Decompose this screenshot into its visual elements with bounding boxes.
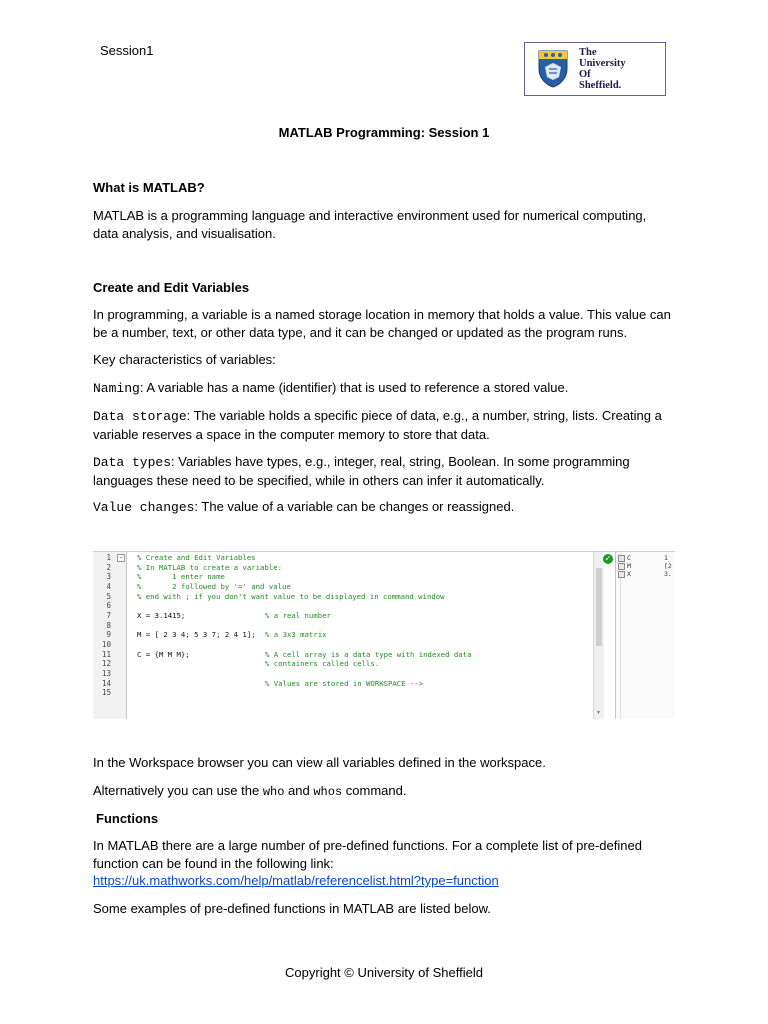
desc-data-storage: : The variable holds a specific piece of data, e.g., a number, string, lists. Creating a variable reserves a space in the computer memory to store that data. xyxy=(93,408,662,442)
header-session-label: Session1 xyxy=(100,43,154,58)
code-line[interactable]: % end with ; if you don't want value to be displayed in command window xyxy=(137,592,445,601)
code-comment: % a 3x3 matrix xyxy=(265,630,327,639)
workspace-var-name: X xyxy=(627,570,631,578)
logo-line-1: The xyxy=(579,47,597,58)
line-number-gutter xyxy=(93,552,127,719)
scalar-icon xyxy=(618,571,625,578)
whos-command: whos xyxy=(313,785,343,799)
page-title: MATLAB Programming: Session 1 xyxy=(278,125,490,140)
matlab-editor-screenshot xyxy=(93,551,675,719)
cell-array-icon xyxy=(618,555,625,562)
workspace-var-value: 1 xyxy=(664,554,668,562)
code-line[interactable]: C = {M M M}; xyxy=(137,650,190,659)
line-number: 1 xyxy=(106,553,111,562)
workspace-var-name: C xyxy=(627,554,631,562)
code-line[interactable]: X = 3.1415; xyxy=(137,611,186,620)
who-command: who xyxy=(262,785,285,799)
line-number: 3 xyxy=(106,572,111,581)
scroll-down-arrow-icon[interactable]: ▼ xyxy=(596,710,601,716)
code-comment: % a real number xyxy=(265,611,331,620)
paragraph-what-is-matlab: MATLAB is a programming language and interactive environment used for numerical computing, data analysis, and visualisation. xyxy=(93,208,647,241)
code-line[interactable]: % Create and Edit Variables xyxy=(137,553,256,562)
line-number: 5 xyxy=(106,592,111,601)
workspace-var-value: 3. xyxy=(664,570,672,578)
who-text-post: command. xyxy=(342,783,407,798)
term-data-storage: Data storage xyxy=(93,409,187,424)
workspace-var-row[interactable] xyxy=(618,554,631,562)
desc-value-changes: : The value of a variable can be changes or reassigned. xyxy=(194,499,515,514)
key-characteristics-label: Key characteristics of variables: xyxy=(93,352,276,367)
logo-line-4: Sheffield. xyxy=(579,80,622,91)
code-comment: % Values are stored in WORKSPACE --> xyxy=(265,679,424,688)
scrollbar-thumb[interactable] xyxy=(596,568,602,646)
line-number: 14 xyxy=(101,679,111,688)
line-number: 7 xyxy=(106,611,111,620)
footer-copyright: Copyright © University of Sheffield xyxy=(285,965,483,980)
code-line[interactable]: % In MATLAB to create a variable: xyxy=(137,563,282,572)
code-line[interactable]: M = [ 2 3 4; 5 3 7; 2 4 1]; xyxy=(137,630,256,639)
heading-functions: Functions xyxy=(96,811,159,826)
line-number: 10 xyxy=(101,640,111,649)
desc-naming: : A variable has a name (identifier) that is used to reference a stored value. xyxy=(139,380,569,395)
paragraph-workspace-browser: In the Workspace browser you can view all variables defined in the workspace. xyxy=(93,755,546,770)
workspace-panel xyxy=(615,552,675,719)
line-number: 11 xyxy=(101,650,111,659)
functions-body-text: In MATLAB there are a large number of pre-defined functions. For a complete list of pre-defined function can be found in the following link: xyxy=(93,838,642,871)
heading-what-is-matlab: What is MATLAB? xyxy=(93,180,205,195)
editor-scrollbar[interactable] xyxy=(593,552,604,719)
term-value-changes: Value changes xyxy=(93,500,195,515)
paragraph-function-examples: Some examples of pre-defined functions in MATLAB are listed below. xyxy=(93,901,491,916)
matlab-reference-link[interactable]: https://uk.mathworks.com/help/matlab/referencelist.html?type=function xyxy=(93,873,499,888)
characteristic-data-storage xyxy=(93,407,677,443)
line-number: 12 xyxy=(101,659,111,668)
code-analyzer-ok-icon[interactable]: ✓ xyxy=(604,554,612,563)
line-number: 15 xyxy=(101,688,111,697)
line-number: 8 xyxy=(106,621,111,630)
workspace-var-row[interactable] xyxy=(618,570,631,578)
line-number: 9 xyxy=(106,630,111,639)
desc-data-types: : Variables have types, e.g., integer, real, string, Boolean. In some programming languages these need to be specified, while in others can infer it automatically. xyxy=(93,454,630,488)
workspace-var-row[interactable] xyxy=(618,562,631,570)
code-comment: % containers called cells. xyxy=(265,659,380,668)
line-number: 2 xyxy=(106,563,111,572)
characteristic-naming xyxy=(93,379,677,398)
characteristic-data-types xyxy=(93,453,677,489)
code-line[interactable]: % 1 enter name xyxy=(137,572,225,581)
code-comment: % A cell array is a data type with indexed data xyxy=(265,650,472,659)
paragraph-variables-intro: In programming, a variable is a named storage location in memory that holds a value. This value can be a number, text, or other data type, and it can be changed or updated as the program runs. xyxy=(93,307,671,340)
university-logo xyxy=(524,42,666,96)
paragraph-who-whos xyxy=(93,782,677,802)
line-number: 4 xyxy=(106,582,111,591)
line-number: 13 xyxy=(101,669,111,678)
logo-line-3: Of xyxy=(579,69,591,80)
workspace-var-name: M xyxy=(627,562,631,570)
logo-line-2: University xyxy=(579,58,626,69)
code-line[interactable]: % 2 followed by '=' and value xyxy=(137,582,291,591)
paragraph-functions xyxy=(93,837,677,890)
crest-icon xyxy=(537,49,569,89)
who-text-mid: and xyxy=(284,783,314,798)
line-number: 6 xyxy=(106,601,111,610)
workspace-var-value: [2 xyxy=(664,562,672,570)
fold-toggle-icon[interactable]: − xyxy=(117,554,125,562)
matrix-icon xyxy=(618,563,625,570)
who-text-pre: Alternatively you can use the xyxy=(93,783,263,798)
term-naming: Naming xyxy=(93,381,140,396)
term-data-types: Data types xyxy=(93,455,172,470)
heading-create-edit-variables: Create and Edit Variables xyxy=(93,280,250,295)
characteristic-value-changes xyxy=(93,498,677,517)
